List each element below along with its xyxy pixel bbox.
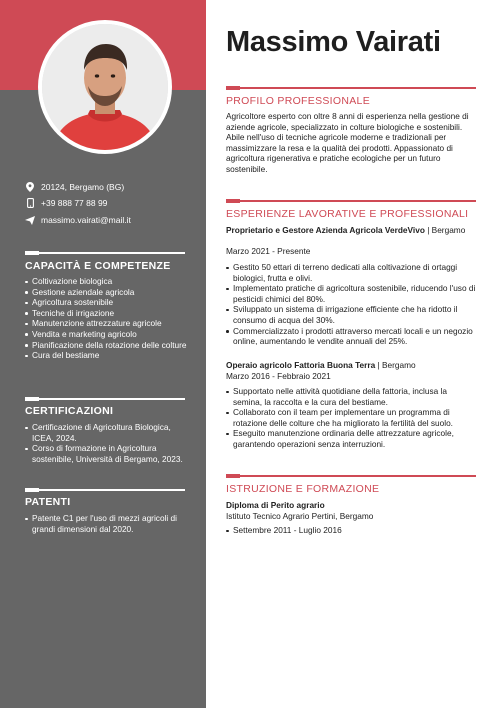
skills-list: [25, 276, 190, 361]
skills-title: CAPACITÀ E COMPETENZE: [25, 260, 171, 272]
skill-item: Pianificazione della rotazione delle colture: [25, 340, 190, 351]
profile-text: Agricoltore esperto con oltre 8 anni di esperienza nella gestione di aziende agricole, specializzato in colture biologiche e sostenibili. Abile nell'uso di tecniche agricole moderne e tradizionali per massimizzare la resa e la qualità dei prodotti. Appassionato di agricoltura rigenerativa e pratiche ecologiche per un futuro sostenibile.: [226, 111, 469, 174]
education-dates-list: [226, 525, 476, 536]
phone-icon: [25, 198, 35, 208]
skill-item: Agricoltura sostenibile: [25, 297, 190, 308]
certifications-title: CERTIFICAZIONI: [25, 405, 114, 417]
licenses-divider: [25, 489, 185, 491]
profile-divider: [226, 87, 476, 89]
experience-title: ESPERIENZE LAVORATIVE E PROFESSIONALI: [226, 208, 469, 220]
license-item: Patente C1 per l'uso di mezzi agricoli di grandi dimensioni dal 2020.: [25, 513, 190, 534]
job-bullet: Collaborato con il team per implementare un programma di rotazione delle colture che ha migliorato la fertilità del suolo.: [226, 407, 476, 428]
profile-photo-illustration: [42, 24, 168, 150]
experience-divider: [226, 200, 476, 202]
contact-phone: [25, 198, 107, 208]
certifications-list: [25, 422, 190, 464]
job-2-location: | Bergamo: [377, 360, 416, 370]
education-degree: Diploma di Perito agrario: [226, 500, 325, 510]
job-bullet: Commercializzato i prodotti attraverso mercati locali e un negozio online, aumentando le vendite annuali del 25%.: [226, 326, 476, 347]
skill-item: Cura del bestiame: [25, 350, 190, 361]
job-bullet: Eseguito manutenzione ordinaria delle attrezzature agricole, garantendo operazioni senza interruzioni.: [226, 428, 476, 449]
map-pin-icon: [25, 182, 35, 192]
skill-item: Vendita e marketing agricolo: [25, 329, 190, 340]
job-2-header: [226, 360, 476, 371]
contact-location: [25, 182, 124, 192]
skill-item: Manutenzione attrezzature agricole: [25, 318, 190, 329]
profile-photo: [42, 24, 168, 150]
certifications-divider: [25, 398, 185, 400]
contact-email[interactable]: [25, 215, 131, 225]
send-icon: [25, 215, 35, 225]
skill-item: Coltivazione biologica: [25, 276, 190, 287]
licenses-title: PATENTI: [25, 496, 71, 508]
candidate-name: Massimo Vairati: [226, 26, 441, 58]
contact-phone-text: +39 888 77 88 99: [41, 198, 108, 208]
job-2-bullets: [226, 386, 476, 450]
job-1-location: | Bergamo: [427, 225, 466, 235]
job-bullet: Gestito 50 ettari di terreno dedicati alla coltivazione di ortaggi biologici, frutta e olivi.: [226, 262, 476, 283]
skills-divider: [25, 252, 185, 254]
job-1-dates: Marzo 2021 - Presente: [226, 246, 311, 256]
education-school: Istituto Tecnico Agrario Pertini, Bergamo: [226, 511, 374, 521]
skill-item: Tecniche di irrigazione: [25, 308, 190, 319]
job-bullet: Supportato nelle attività quotidiane della fattoria, inclusa la semina, la raccolta e la cura del bestiame.: [226, 386, 476, 407]
job-1-bullets: [226, 262, 476, 347]
job-1-header: [226, 225, 476, 236]
certification-item: Certificazione di Agricoltura Biologica, ICEA, 2024.: [25, 422, 190, 443]
certification-item: Corso di formazione in Agricoltura sostenibile, Università di Bergamo, 2023.: [25, 443, 190, 464]
profile-photo-frame: [38, 20, 172, 154]
contact-email-text[interactable]: massimo.vairati@mail.it: [41, 215, 131, 225]
job-bullet: Implementato pratiche di agricoltura sostenibile, riducendo l'uso di pesticidi chimici del 80%.: [226, 283, 476, 304]
education-dates: Settembre 2011 - Luglio 2016: [226, 525, 476, 536]
job-bullet: Sviluppato un sistema di irrigazione efficiente che ha ridotto il consumo di acqua del 30%.: [226, 304, 476, 325]
job-2-role: Operaio agricolo Fattoria Buona Terra: [226, 360, 376, 370]
skill-item: Gestione aziendale agricola: [25, 287, 190, 298]
profile-title: PROFILO PROFESSIONALE: [226, 95, 370, 107]
contact-location-text: 20124, Bergamo (BG): [41, 182, 125, 192]
job-2-dates: Marzo 2016 - Febbraio 2021: [226, 371, 331, 381]
licenses-list: [25, 513, 190, 534]
education-title: ISTRUZIONE E FORMAZIONE: [226, 483, 380, 495]
education-divider: [226, 475, 476, 477]
job-1-role: Proprietario e Gestore Azienda Agricola VerdeVivo: [226, 225, 425, 235]
